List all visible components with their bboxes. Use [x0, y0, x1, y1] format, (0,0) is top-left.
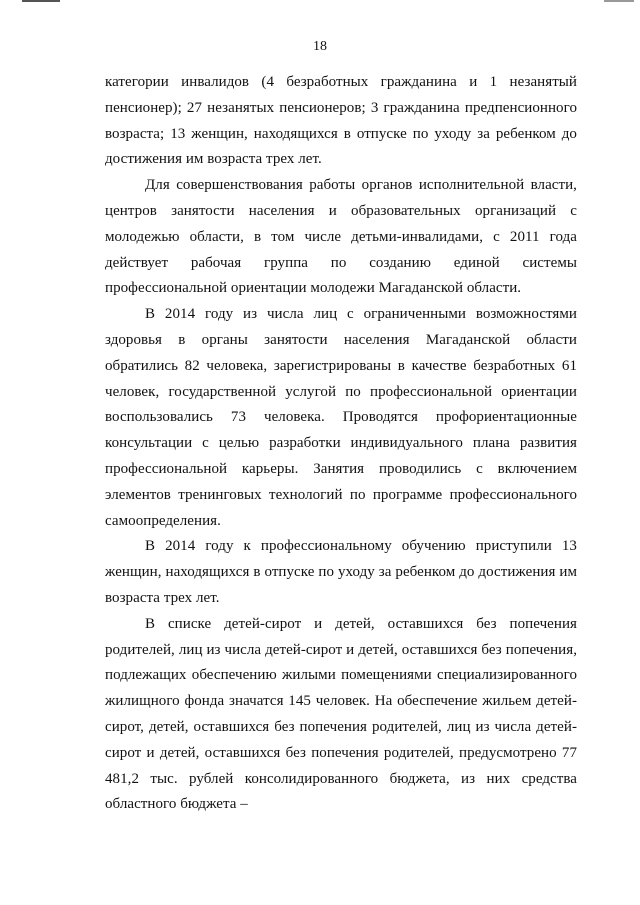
scan-edge-mark-left: [22, 0, 60, 2]
paragraph-disabilities-2014: В 2014 году из числа лиц с ограниченными возможностями здоровья в органы занятости населения Магаданской области обратились 82 человека, зарегистрированы в качестве безработных 61 человек, государственной услугой по профессиональной ориентации воспользовались 73 человека. Проводятся профориентационные консультации с целью разработки индивидуального плана развития профессиональной карьеры. Занятия проводились с включением элементов тренинговых технологий по программе профессионального самоопределения.: [105, 306, 577, 529]
paragraph-women-training: В 2014 году к профессиональному обучению приступили 13 женщин, находящихся в отпуске по уходу за ребенком до достижения им возраста трех лет.: [105, 538, 577, 606]
paragraph-orphans-housing: В списке детей-сирот и детей, оставшихся без попечения родителей, лиц из числа детей-сирот и детей, оставшихся без попечения, подлежащих обеспечению жилыми помещениями специализированного жилищного фонда значатся 145 человек. На обеспечение жильем детей-сирот, детей, оставшихся без попечения родителей, лиц из числа детей-сирот и детей, оставшихся без попечения родителей, предусмотрено 77 481,2 тыс. рублей консолидированного бюджета, из них средства областного бюджета –: [105, 615, 577, 813]
page-number: 18: [313, 39, 327, 54]
paragraph-working-group: Для совершенствования работы органов исполнительной власти, центров занятости населения и образовательных организаций с молодежью области, в том числе детьми-инвалидами, с 2011 года действует рабочая группа по созданию единой системы профессиональной ориентации молодежи Магаданской области.: [105, 177, 577, 297]
scan-edge-mark-right: [604, 0, 634, 2]
paragraph-continuation: категории инвалидов (4 безработных гражданина и 1 незанятый пенсионер); 27 незанятых пенсионеров; 3 гражданина предпенсионного возраста; 13 женщин, находящихся в отпуске по уходу за ребенком до достижения им возраста трех лет.: [105, 74, 577, 168]
body-text: [105, 70, 577, 818]
